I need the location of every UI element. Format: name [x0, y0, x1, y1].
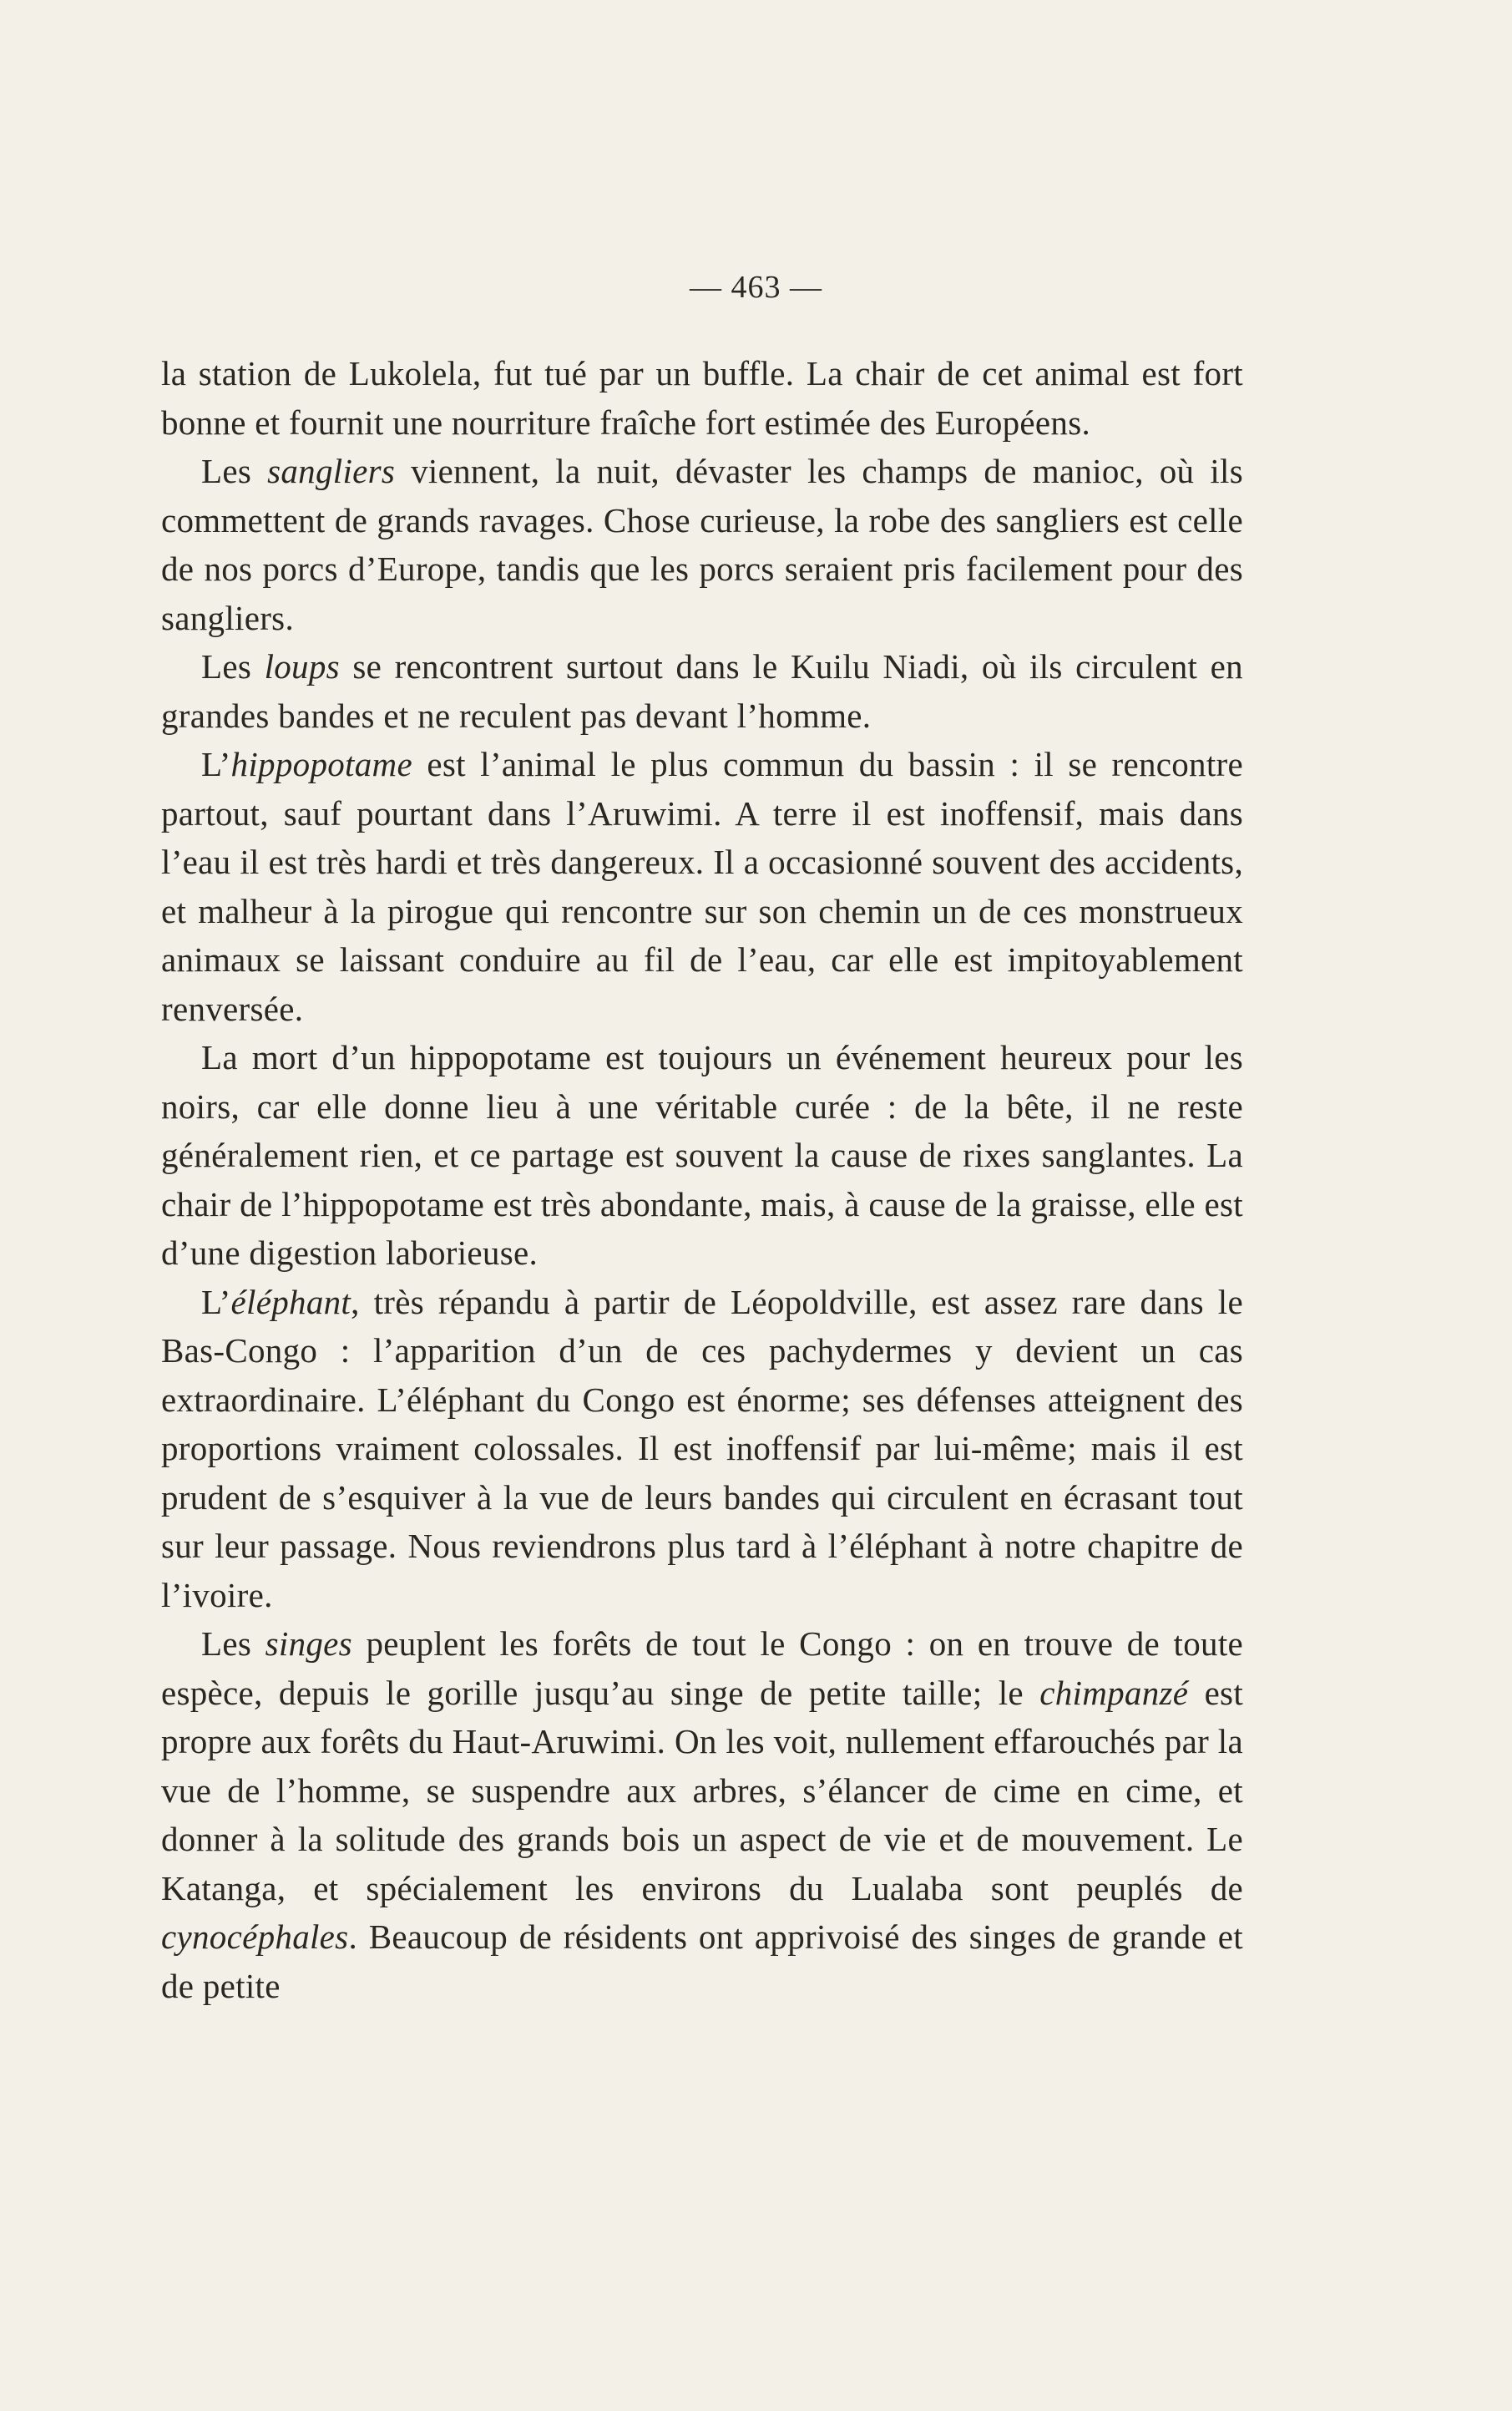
italic-term: cynocéphales [161, 1917, 349, 1956]
paragraph [161, 642, 1243, 740]
paragraph [161, 349, 1243, 447]
text-run: La mort d’un hippopotame est toujours un événement heureux pour les noirs, car elle donne lieu à une véritable curée : de la bête, il ne reste généralement rien, et ce partage est souvent la cause de rixes sanglantes. La chair de l’hippopotame est très abondante, mais, à cause de la graisse, elle est d’une digestion laborieuse. [161, 1038, 1243, 1272]
italic-term: singes [265, 1624, 352, 1663]
italic-term: hippopotame [230, 745, 412, 783]
text-run: peuplent les forêts de tout le Congo : on en trouve de toute espèce, depuis le gorille jusqu’au singe de petite taille; le [161, 1624, 1244, 1712]
text-run: se rencontrent surtout dans le Kuilu Niadi, où ils circulent en grandes bandes et ne reculent pas devant l’homme. [161, 647, 1243, 735]
body-text [161, 349, 1243, 2010]
text-run: L’ [201, 1282, 231, 1321]
text-run: L’ [201, 745, 231, 783]
page-number: — 463 — [690, 270, 822, 305]
text-run: . Beaucoup de résidents ont apprivoisé des singes de grande et de petite [161, 1917, 1243, 2005]
italic-term: éléphant [230, 1282, 351, 1321]
paragraph [161, 1619, 1243, 2010]
text-run: la station de Lukolela, fut tué par un buffle. La chair de cet animal est fort bonne et fournit une nourriture fraîche fort estimée des Européens. [161, 354, 1243, 442]
italic-term: sangliers [267, 452, 396, 490]
paragraph [161, 740, 1243, 1033]
text-run: est l’animal le plus commun du bassin : il se rencontre partout, sauf pourtant dans l’Aruwimi. A terre il est inoffensif, mais dans l’eau il est très hardi et très dangereux. Il a occasionné souvent des accidents, et malheur à la pirogue qui rencontre sur son chemin un de ces monstrueux animaux se laissant conduire au fil de l’eau, car elle est impitoyablement renversée. [161, 745, 1243, 1028]
text-run: Les [201, 647, 265, 686]
italic-term: chimpanzé [1039, 1673, 1189, 1712]
paragraph [161, 447, 1243, 642]
text-run: viennent, la nuit, dévaster les champs de manioc, où ils commettent de grands ravages. Chose curieuse, la robe des sangliers est celle de nos porcs d’Europe, tandis que les porcs seraient pris facilement pour des sangliers. [161, 452, 1243, 637]
text-run: est propre aux forêts du Haut-Aruwimi. On les voit, nullement effarouchés par la vue de l’homme, se suspendre aux arbres, s’élancer de cime en cime, et donner à la solitude des grands bois un aspect de vie et de mouvement. Le Katanga, et spécialement les environs du Lualaba sont peuplés de [161, 1673, 1244, 1907]
text-run: , très répandu à partir de Léopoldville, est assez rare dans le Bas-Congo : l’apparition d’un de ces pachydermes y devient un cas extraordinaire. L’éléphant du Congo est énorme; ses défenses atteignent des proportions vraiment colossales. Il est inoffensif par lui-même; mais il est prudent de s’esquiver à la vue de leurs bandes qui circulent en écrasant tout sur leur passage. Nous reviendrons plus tard à l’éléphant à notre chapitre de l’ivoire. [161, 1282, 1243, 1614]
paragraph [161, 1033, 1243, 1278]
italic-term: loups [264, 647, 340, 686]
text-run: Les [201, 452, 268, 490]
paragraph [161, 1278, 1243, 1620]
text-run: Les [201, 1624, 265, 1663]
